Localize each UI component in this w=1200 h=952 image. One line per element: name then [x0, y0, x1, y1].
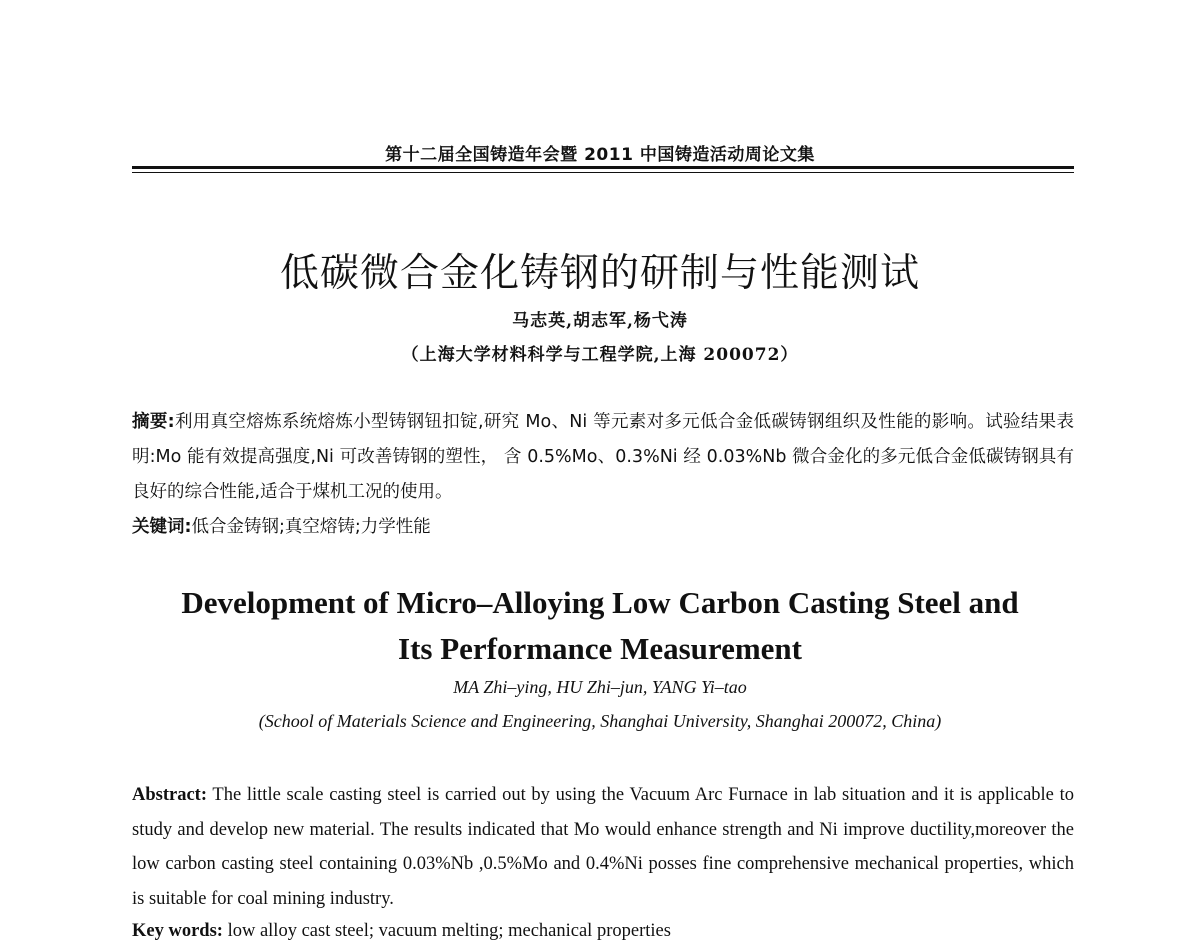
chinese-affiliation: （上海大学材料科学与工程学院,上海 200072） — [401, 345, 799, 365]
chinese-abstract-label: 摘要: — [132, 412, 175, 432]
chinese-abstract — [132, 405, 1074, 510]
chinese-authors: 马志英,胡志军,杨弋涛 — [512, 311, 688, 331]
chinese-keywords-text: 低合金铸钢;真空熔铸;力学性能 — [191, 517, 431, 537]
english-title-line1: Development of Micro–Alloying Low Carbon Casting Steel and — [181, 585, 1019, 620]
chinese-keywords — [132, 510, 1074, 545]
english-abstract — [132, 778, 1074, 916]
chinese-title: 低碳微合金化铸钢的研制与性能测试 — [279, 251, 920, 296]
header-rule-thin — [132, 172, 1074, 173]
english-keywords-text: low alloy cast steel; vacuum melting; mechanical properties — [222, 921, 671, 941]
english-keywords — [132, 914, 1074, 948]
english-title — [80, 580, 1120, 672]
english-title-line2: Its Performance Measurement — [398, 631, 802, 666]
running-header: 第十二届全国铸造年会暨 2011 中国铸造活动周论文集 — [385, 145, 815, 165]
chinese-abstract-text: 利用真空熔炼系统熔炼小型铸钢钮扣锭,研究 Mo、Ni 等元素对多元低合金低碳铸钢组织及性能的影响。试验结果表明:Mo 能有效提高强度,Ni 可改善铸钢的塑性， 含 0.5%Mo、0.3%Ni 经 0.03%Nb 微合金化的多元低合金低碳铸钢具有良好的综合性能,适合于煤机工况的使用。 — [132, 412, 1075, 502]
english-authors: MA Zhi–ying, HU Zhi–jun, YANG Yi–tao — [453, 677, 747, 697]
english-keywords-label: Key words: — [132, 921, 223, 941]
chinese-keywords-label: 关键词: — [132, 517, 192, 537]
header-rule-thick — [132, 166, 1074, 169]
english-abstract-label: Abstract: — [132, 785, 208, 805]
english-affiliation: (School of Materials Science and Engineering, Shanghai University, Shanghai 200072, China) — [258, 711, 942, 731]
english-abstract-text: The little scale casting steel is carried out by using the Vacuum Arc Furnace in lab situation and it is applicable to study and develop new material. The results indicated that Mo would enhance strength and Ni improve ductility,moreover the low carbon casting steel containing 0.03%Nb ,0.5%Mo and 0.4%Ni posses fine comprehensive mechanical properties, which is suitable for coal mining industry. — [132, 785, 1074, 909]
